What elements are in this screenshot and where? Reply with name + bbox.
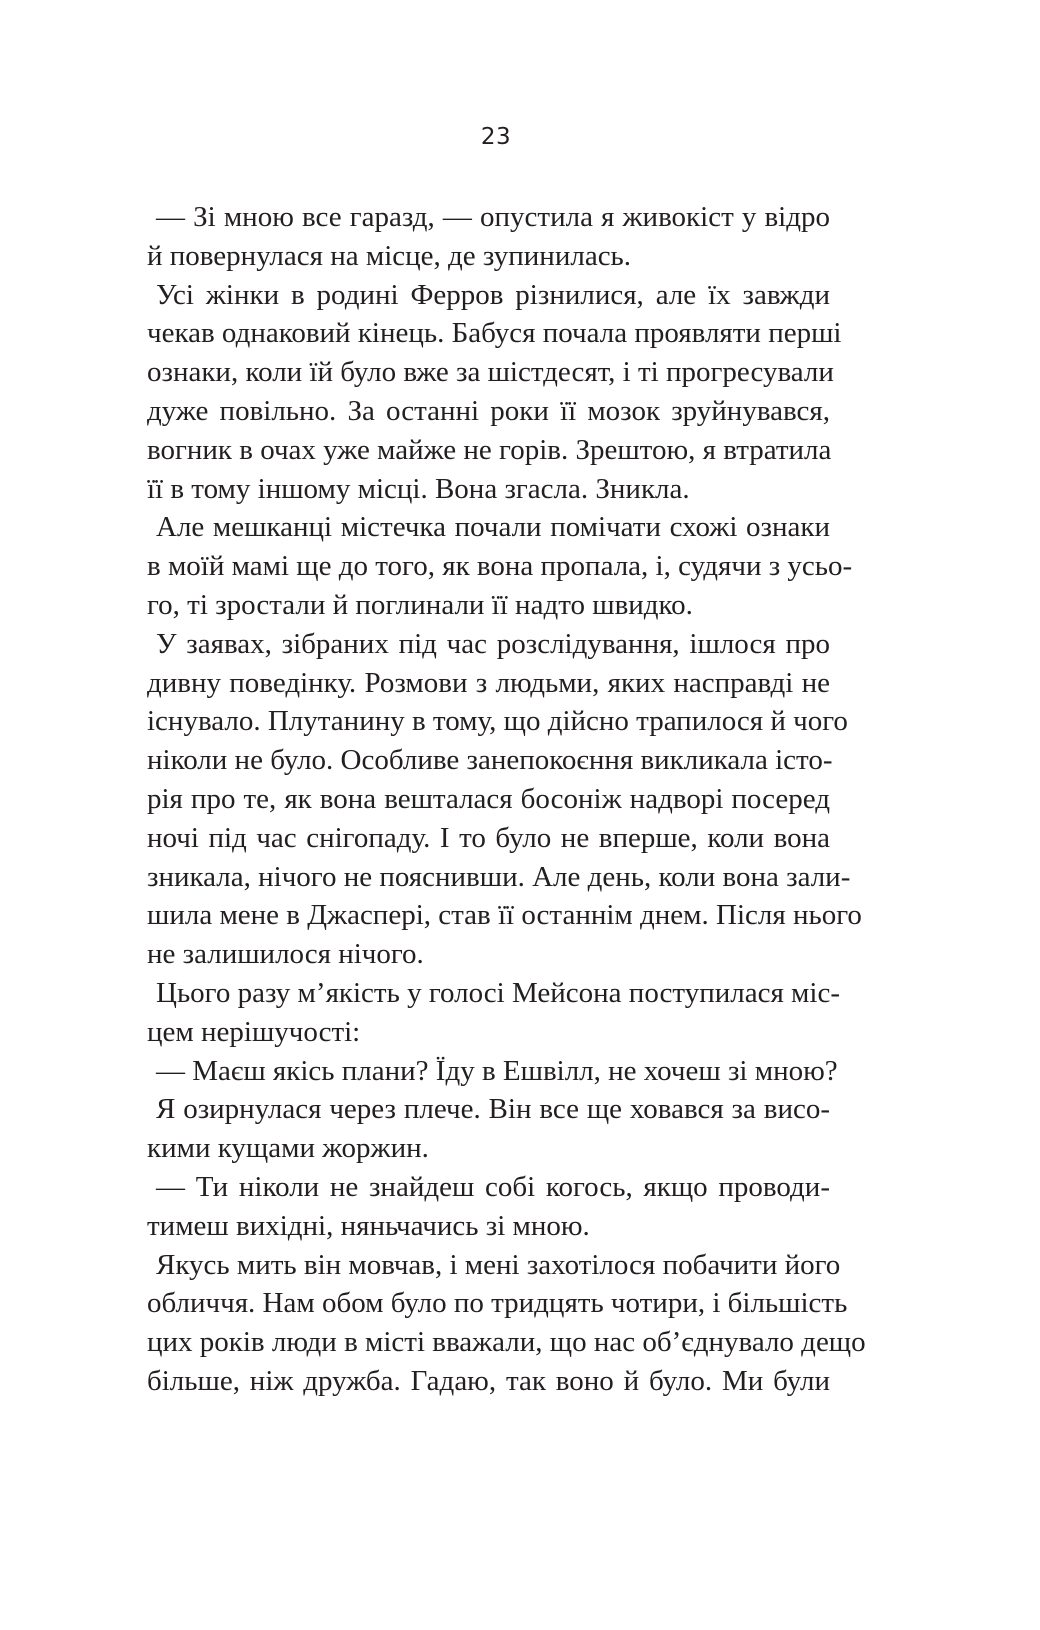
text-line: кими кущами жоржин. <box>147 1132 429 1165</box>
text-line: рія про те, як вона вешталася босоніж надворі посеред <box>147 782 830 815</box>
text-line: цих років люди в місті вважали, що нас об’єднувало дещо <box>147 1326 866 1359</box>
text-line: ніколи не було. Особливе занепокоєння викликала істо- <box>147 744 833 777</box>
text-line: обличчя. Нам обом було по тридцять чотири, і більшість <box>147 1287 848 1320</box>
text-line: шила мене в Джаспері, став її останнім днем. Після нього <box>147 899 862 932</box>
text-line: чекав однаковий кінець. Бабуся почала проявляти перші <box>147 317 842 350</box>
text-line: її в тому іншому місці. Вона згасла. Зникла. <box>147 472 690 505</box>
text-line: більше, ніж дружба. Гадаю, так воно й було. Ми були <box>147 1364 830 1397</box>
text-line: в моїй мамі ще до того, як вона пропала, і, судячи з усьо- <box>147 550 853 583</box>
text-line: зникала, нічого не пояснивши. Але день, коли вона зали- <box>147 860 851 893</box>
page-number: 23 <box>480 124 512 150</box>
text-line: вогник в очах уже майже не горів. Зрештою, я втратила <box>147 433 832 466</box>
text-line: існувало. Плутанину в тому, що дійсно трапилося й чого <box>147 705 848 738</box>
body-text <box>147 198 866 1401</box>
text-line: тимеш вихідні, няньчачись зі мною. <box>147 1209 590 1242</box>
text-line: ознаки, коли їй було вже за шістдесят, і ті прогресували <box>147 356 834 389</box>
text-line: ночі під час снігопаду. І то було не вперше, коли вона <box>147 821 830 854</box>
text-line: дивну поведінку. Розмови з людьми, яких насправді не <box>147 666 830 699</box>
text-line: — Маєш якісь плани? Їду в Ешвілл, не хочеш зі мною? <box>156 1054 838 1087</box>
text-line: У заявах, зібраних під час розслідування, ішлося про <box>156 627 830 660</box>
text-line: — Ти ніколи не знайдеш собі когось, якщо проводи- <box>156 1170 830 1203</box>
text-line: Якусь мить він мовчав, і мені захотілося побачити його <box>156 1248 841 1281</box>
text-line: цем нерішучості: <box>147 1015 361 1048</box>
text-line: й повернулася на місце, де зупинилась. <box>147 239 632 272</box>
text-line: дуже повільно. За останні роки її мозок зруйнувався, <box>147 394 830 427</box>
text-line: Але мешканці містечка почали помічати схожі ознаки <box>156 511 830 544</box>
text-line: — Зі мною все гаразд, — опустила я живокіст у відро <box>156 201 830 233</box>
text-line: го, ті зростали й поглинали її надто швидко. <box>147 588 693 621</box>
text-line: Цього разу м’якість у голосі Мейсона поступилася міс- <box>156 976 840 1009</box>
text-line: Я озирнулася через плече. Він все ще ховався за висо- <box>156 1093 830 1126</box>
text-line: не залишилося нічого. <box>147 938 424 971</box>
text-line: Усі жінки в родині Ферров різнилися, але їх завжди <box>156 278 830 311</box>
